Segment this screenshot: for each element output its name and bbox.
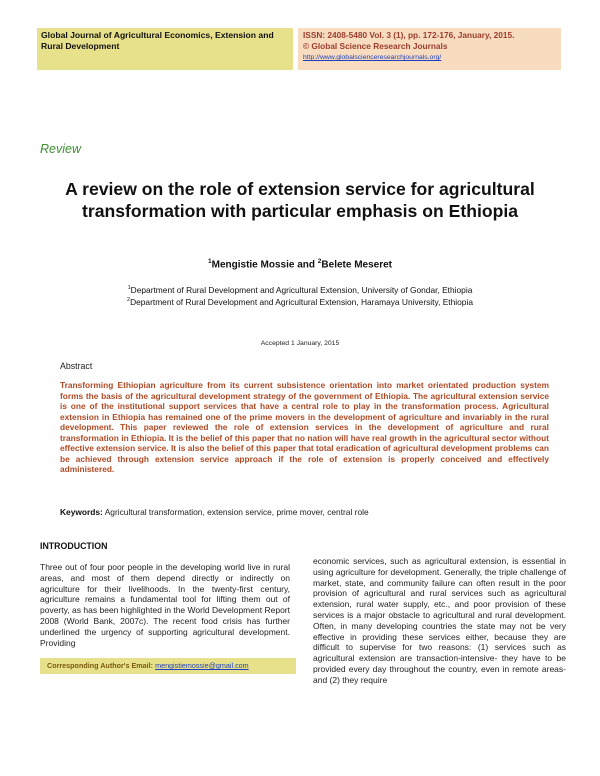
article-type-label: Review [40,142,81,156]
journal-name-box [37,28,293,70]
author-2-name: Belete Meseret [321,259,392,271]
affiliation-1-sup: 1 [127,285,131,291]
affiliation-2 [0,295,600,307]
keywords-text: Agricultural transformation, extension service, prime mover, central role [104,507,369,517]
affiliation-2-sup: 2 [127,297,131,304]
article-title: A review on the role of extension service for agricultural transformation with particular emphasis on Ethiopia [65,179,535,221]
introduction-heading: INTRODUCTION [40,541,108,551]
corresponding-author-box [40,658,296,674]
affiliation-1-text: Department of Rural Development and Agricultural Extension, University of Gondar, Ethiopia [130,284,473,295]
issn-line: ISSN: 2408-5480 Vol. 3 (1), pp. 172-176, January, 2015. [303,30,515,40]
author-1-name: Mengistie Mossie [211,259,295,271]
journal-url-link[interactable]: http://www.globalscienceresearchjournals.org/ [303,54,442,61]
journal-info-box [298,28,561,70]
journal-name: Global Journal of Agricultural Economics, Extension and Rural Development [41,30,274,51]
affiliations [0,283,600,308]
author-1-sup: 1 [208,258,212,265]
author-joiner: and [294,259,318,271]
introduction-right-column: economic services, such as agricultural extension, is essential in using agriculture for development. Generally, the triple challenge of market, state, and community failure can often result in the poor provision of agricultural and rural services such as agricultural extension, rural water supply, etc., and poor provision of these services is a major obstacle to agricultural and rural development. Often, in many developing countries the state may not be very effective in providing these services either, because they are difficult to supervise for two reasons: (1) services such as agricultural extension are transaction-intensive- they have to be provided every day throughout the country, even in remote areas-and (2) they require [313,556,566,685]
accepted-date: Accepted 1 January, 2015 [260,340,340,347]
author-2-sup: 2 [317,258,322,265]
affiliation-1 [0,283,600,295]
copyright-line: © Global Science Research Journals [303,40,448,51]
keywords [60,507,369,517]
abstract-heading: Abstract [60,361,93,371]
abstract-body: Transforming Ethiopian agriculture from its current subsistence orientation into market orientated production system forms the basis of the agricultural development strategy of the government of Ethiopia. The agricultural extension service is one of the institutional support services that have a central role to play in the transformation process. Agricultural extension in Ethiopia has remained one of the prime movers in the development of agriculture and invariably in the rural development. This paper reviewed the role of extension services in the development of agriculture and rural transformation in Ethiopia. It is the belief of this paper that no nation will have real growth in the agricultural sector without effective extension service. It is also the belief of this paper that total eradication of agricultural development problems can be achieved through extension service approach if the role of extension is properly conceived and effectively administered. [60,380,549,474]
author-list [0,258,600,270]
corresponding-label: Corresponding Author's Email: [47,661,154,670]
keywords-label: Keywords: [60,507,103,517]
introduction-left-column: Three out of four poor people in the developing world live in rural areas, and most of them depend directly or indirectly on agriculture for their livelihoods. In the twenty-first century, agriculture remains a fundamental tool for lifting them out of poverty, as has been highlighted in the World Development Report 2008 (World Bank, 2007c). The recent food crisis has further underlined the urgency of supporting agricultural development. Providing [40,562,290,648]
corresponding-email-link[interactable]: mengistiemossie@gmail.com [155,661,249,670]
affiliation-2-text: Department of Rural Development and Agricultural Extension, Haramaya University, Ethiopia [130,297,473,308]
